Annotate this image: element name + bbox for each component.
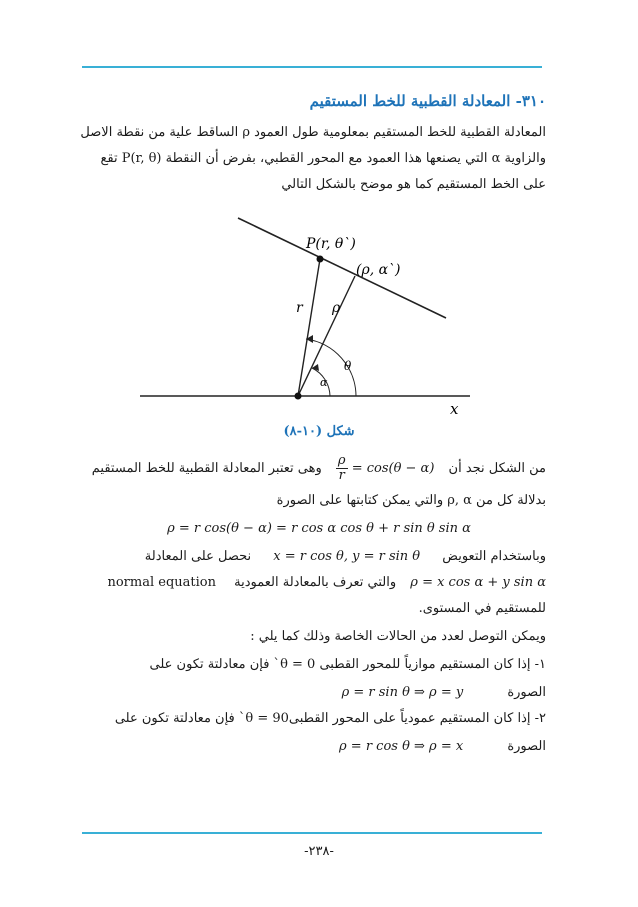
equation-expanded <box>80 520 558 538</box>
label-r: r <box>296 300 303 316</box>
intro-line-2: والزاوية α التي يصنعها هذا العمود مع المحور القطبي، بفرض أن النقطة P(r, θ) تقع <box>100 151 546 166</box>
case1-text: ۱- إذا كان المستقيم موازياً للمحور القطبى θ = 0` فإن معادلتة تكون على <box>149 657 546 672</box>
equation-expanded-text: ρ = r cos(θ − α) = r cos α cos θ + r sin θ sin α <box>167 521 471 536</box>
para4 <box>80 574 546 592</box>
section-title: ۳۱۰- المعادلة القطبية للخط المستقيم <box>309 92 546 110</box>
case2-text: ۲- إذا كان المستقيم عمودياً على المحور القطبىθ = 90` فإن معادلتة تكون على <box>114 711 546 726</box>
label-x: x <box>450 400 459 418</box>
normal-equation: ρ = x cos α + y sin α <box>410 575 546 590</box>
ratio-equation <box>336 454 435 483</box>
fraction-rhs: = cos(θ − α) <box>351 461 435 476</box>
para5: للمستقيم في المستوى. <box>418 601 546 616</box>
label-rho: ρ <box>332 300 341 316</box>
bottom-rule <box>82 832 542 834</box>
fraction-numerator: ρ <box>337 453 346 468</box>
para1-right: من الشكل نجد أن <box>448 461 546 476</box>
fraction-denominator: r <box>338 468 345 483</box>
case2-form-label: الصورة <box>507 739 546 754</box>
r-segment <box>298 259 320 396</box>
normal-equation-english: normal equation <box>107 575 216 590</box>
figure-caption: شكل (۱۰-۸) <box>283 424 355 439</box>
substitution: x = r cos θ, y = r sin θ <box>273 549 421 564</box>
intro-line-1: المعادلة القطبية للخط المستقيم بمعلومية طول العمود ρ الساقط علية من نقطة الاصل <box>80 125 546 140</box>
para1-left: وهى تعتبر المعادلة القطبية للخط المستقيم <box>91 461 322 476</box>
origin-point <box>295 393 302 400</box>
para1 <box>80 454 546 483</box>
para3-text: وباستخدام التعويض <box>442 549 546 564</box>
label-rho-alpha: (ρ, α`) <box>356 262 401 278</box>
para2: بدلالة كل من ρ, α والتي يمكن كتابتها على الصورة <box>276 493 546 508</box>
case2-equation: ρ = r cos θ ⇒ ρ = x <box>339 739 464 754</box>
case1-form-label: الصورة <box>507 685 546 700</box>
case2-formula <box>80 738 546 756</box>
case1-equation: ρ = r sin θ ⇒ ρ = y <box>341 685 464 700</box>
intro-line-3: على الخط المستقيم كما هو موضح بالشكل التالي <box>281 177 546 192</box>
label-P: P(r, θ`) <box>306 236 356 252</box>
para3 <box>80 548 546 566</box>
label-theta: θ <box>344 359 352 373</box>
para6: ويمكن التوصل لعدد من الحالات الخاصة وذلك كما يلي : <box>250 629 546 644</box>
para3-text2: نحصل على المعادلة <box>144 549 252 564</box>
case1-formula <box>80 684 546 702</box>
label-alpha: α <box>320 376 328 389</box>
para4-text: والتي تعرف بالمعادلة العمودية <box>234 575 397 590</box>
point-P <box>317 256 324 263</box>
fraction <box>336 454 348 483</box>
page-number: -۲۳۸- <box>304 844 334 859</box>
